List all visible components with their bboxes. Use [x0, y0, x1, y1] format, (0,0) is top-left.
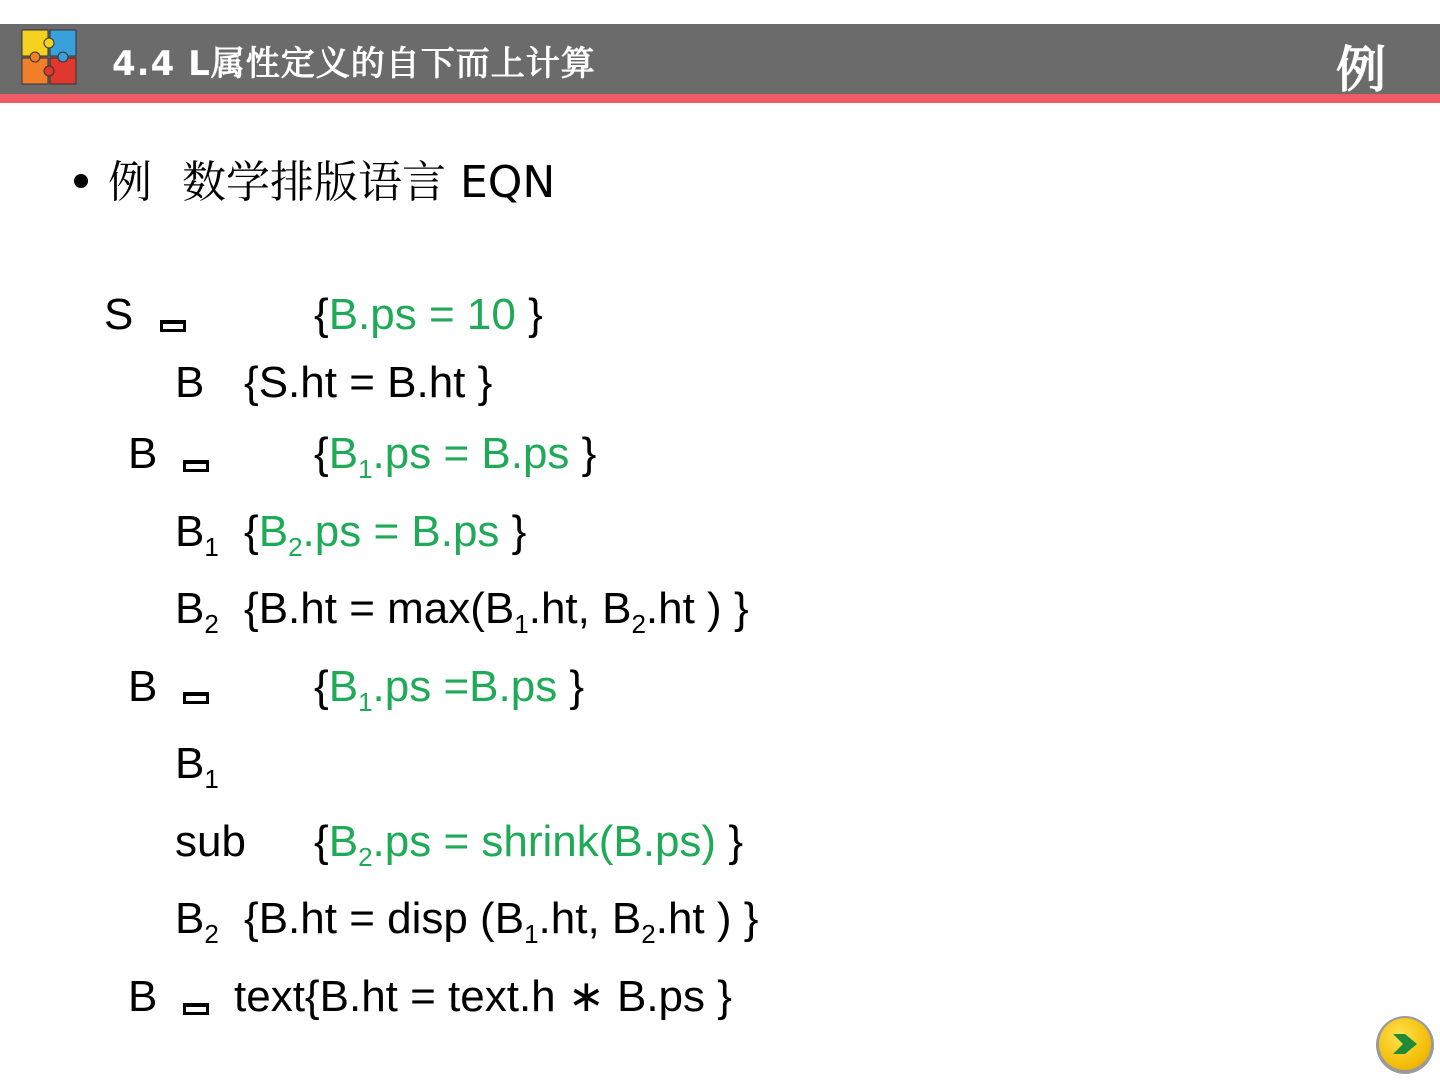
semantic-rule-10: text{B.ht = text.h ∗ B.ps }: [234, 972, 732, 1021]
arrow-box-icon: [183, 692, 209, 704]
bullet-text: 数学排版语言 EQN: [182, 157, 556, 208]
bullet-item: [74, 146, 555, 210]
production-1-lhs: S: [104, 290, 134, 339]
semantic-rule-5: {$B.ht = \max(B_1.ht$, $B_2.ht$ ) }: [244, 584, 749, 639]
production-2-lhs: B: [128, 429, 158, 478]
semantic-rule-6: {$B_1.ps =B.ps$ }: [314, 662, 585, 717]
arrow-box-icon: [183, 460, 209, 472]
header-stripe: [0, 94, 1440, 103]
semantic-rule-3: {$B_1.ps = B.ps$ }: [314, 429, 597, 484]
example-tag: 例: [1336, 40, 1386, 99]
semantic-rule-2: {S.ht = B.ht }: [244, 358, 493, 407]
production-3-symbol-1: $B_1$: [175, 739, 219, 794]
bullet-label: 例: [108, 157, 152, 208]
page-title: 4.4 L属性定义的自下而上计算: [112, 44, 596, 84]
semantic-rule-9: {B.ht = disp ($B_1.ht$, $B_2.ht$ ) }: [244, 894, 759, 949]
bullet-icon: [74, 174, 88, 188]
production-3-symbol-2: $B_2$: [175, 894, 219, 949]
production-2-symbol-2: $B_2$: [175, 584, 219, 639]
arrow-box-icon: [183, 1003, 209, 1015]
production-3-symbol-sub: sub: [175, 817, 246, 866]
puzzle-logo-icon: [20, 28, 80, 88]
next-arrow-icon: [1379, 1018, 1431, 1070]
semantic-rule-4: {$B_2.ps = B.ps$ }: [244, 507, 527, 562]
arrow-box-icon: [160, 320, 186, 332]
next-slide-button[interactable]: [1376, 1016, 1434, 1074]
semantic-rule-8: {$B_2.ps$ = shrink(B.ps) }: [314, 817, 744, 872]
production-1-symbol: B: [175, 358, 205, 407]
next-slide-button-face[interactable]: [1379, 1018, 1431, 1070]
production-4-lhs: B: [128, 972, 158, 1021]
semantic-rule-1: {B.ps = 10 }: [314, 290, 543, 339]
production-2-symbol-1: $B_1$: [175, 507, 219, 562]
production-3-lhs: B: [128, 662, 158, 711]
